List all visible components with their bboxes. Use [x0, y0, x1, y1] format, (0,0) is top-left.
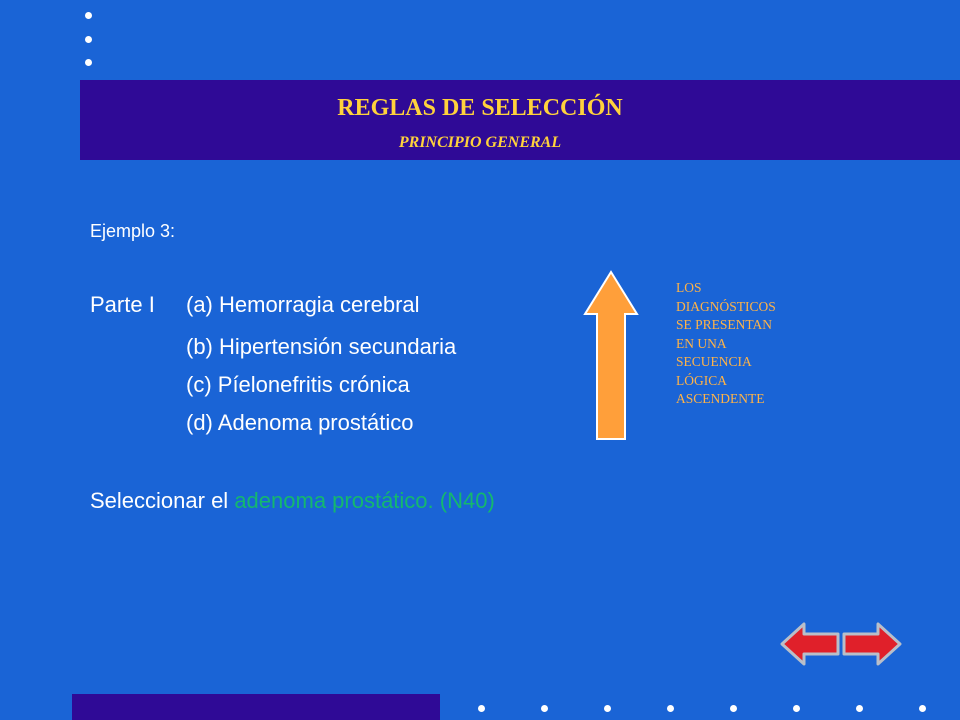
decor-dot [793, 705, 800, 712]
decor-dot [667, 705, 674, 712]
next-slide-button[interactable] [842, 620, 902, 673]
selection-sentence [90, 488, 495, 514]
diagnosis-d: (d) Adenoma prostático [186, 410, 414, 435]
decor-dot [478, 705, 485, 712]
diagnosis-a: (a) Hemorragia cerebral [186, 292, 420, 317]
bottom-bar [72, 694, 440, 720]
part-label: Parte I [90, 292, 155, 317]
side-note: LOS DIAGNÓSTICOS SE PRESENTAN EN UNA SECUENCIA LÓGICA ASCENDENTE [676, 280, 776, 406]
left-arrow-icon [780, 620, 840, 668]
decor-dot [541, 705, 548, 712]
decor-dot [85, 36, 92, 43]
selection-prefix: Seleccionar el [90, 488, 235, 513]
previous-slide-button[interactable] [780, 620, 840, 673]
decor-dot [604, 705, 611, 712]
decor-dot [856, 705, 863, 712]
right-arrow-icon [842, 620, 902, 668]
example-label: Ejemplo 3: [90, 221, 176, 241]
slide-title: REGLAS DE SELECCIÓN [337, 95, 623, 121]
diagnosis-b: (b) Hipertensión secundaria [186, 334, 457, 359]
up-arrow-icon [583, 270, 639, 442]
decor-dot [85, 12, 92, 19]
diagnosis-c: (c) Píelonefritis crónica [186, 372, 410, 397]
slide-subtitle: PRINCIPIO GENERAL [398, 134, 562, 151]
decor-dot [730, 705, 737, 712]
decor-dot [919, 705, 926, 712]
selection-highlight: adenoma prostático. (N40) [234, 488, 495, 513]
decor-dot [85, 59, 92, 66]
